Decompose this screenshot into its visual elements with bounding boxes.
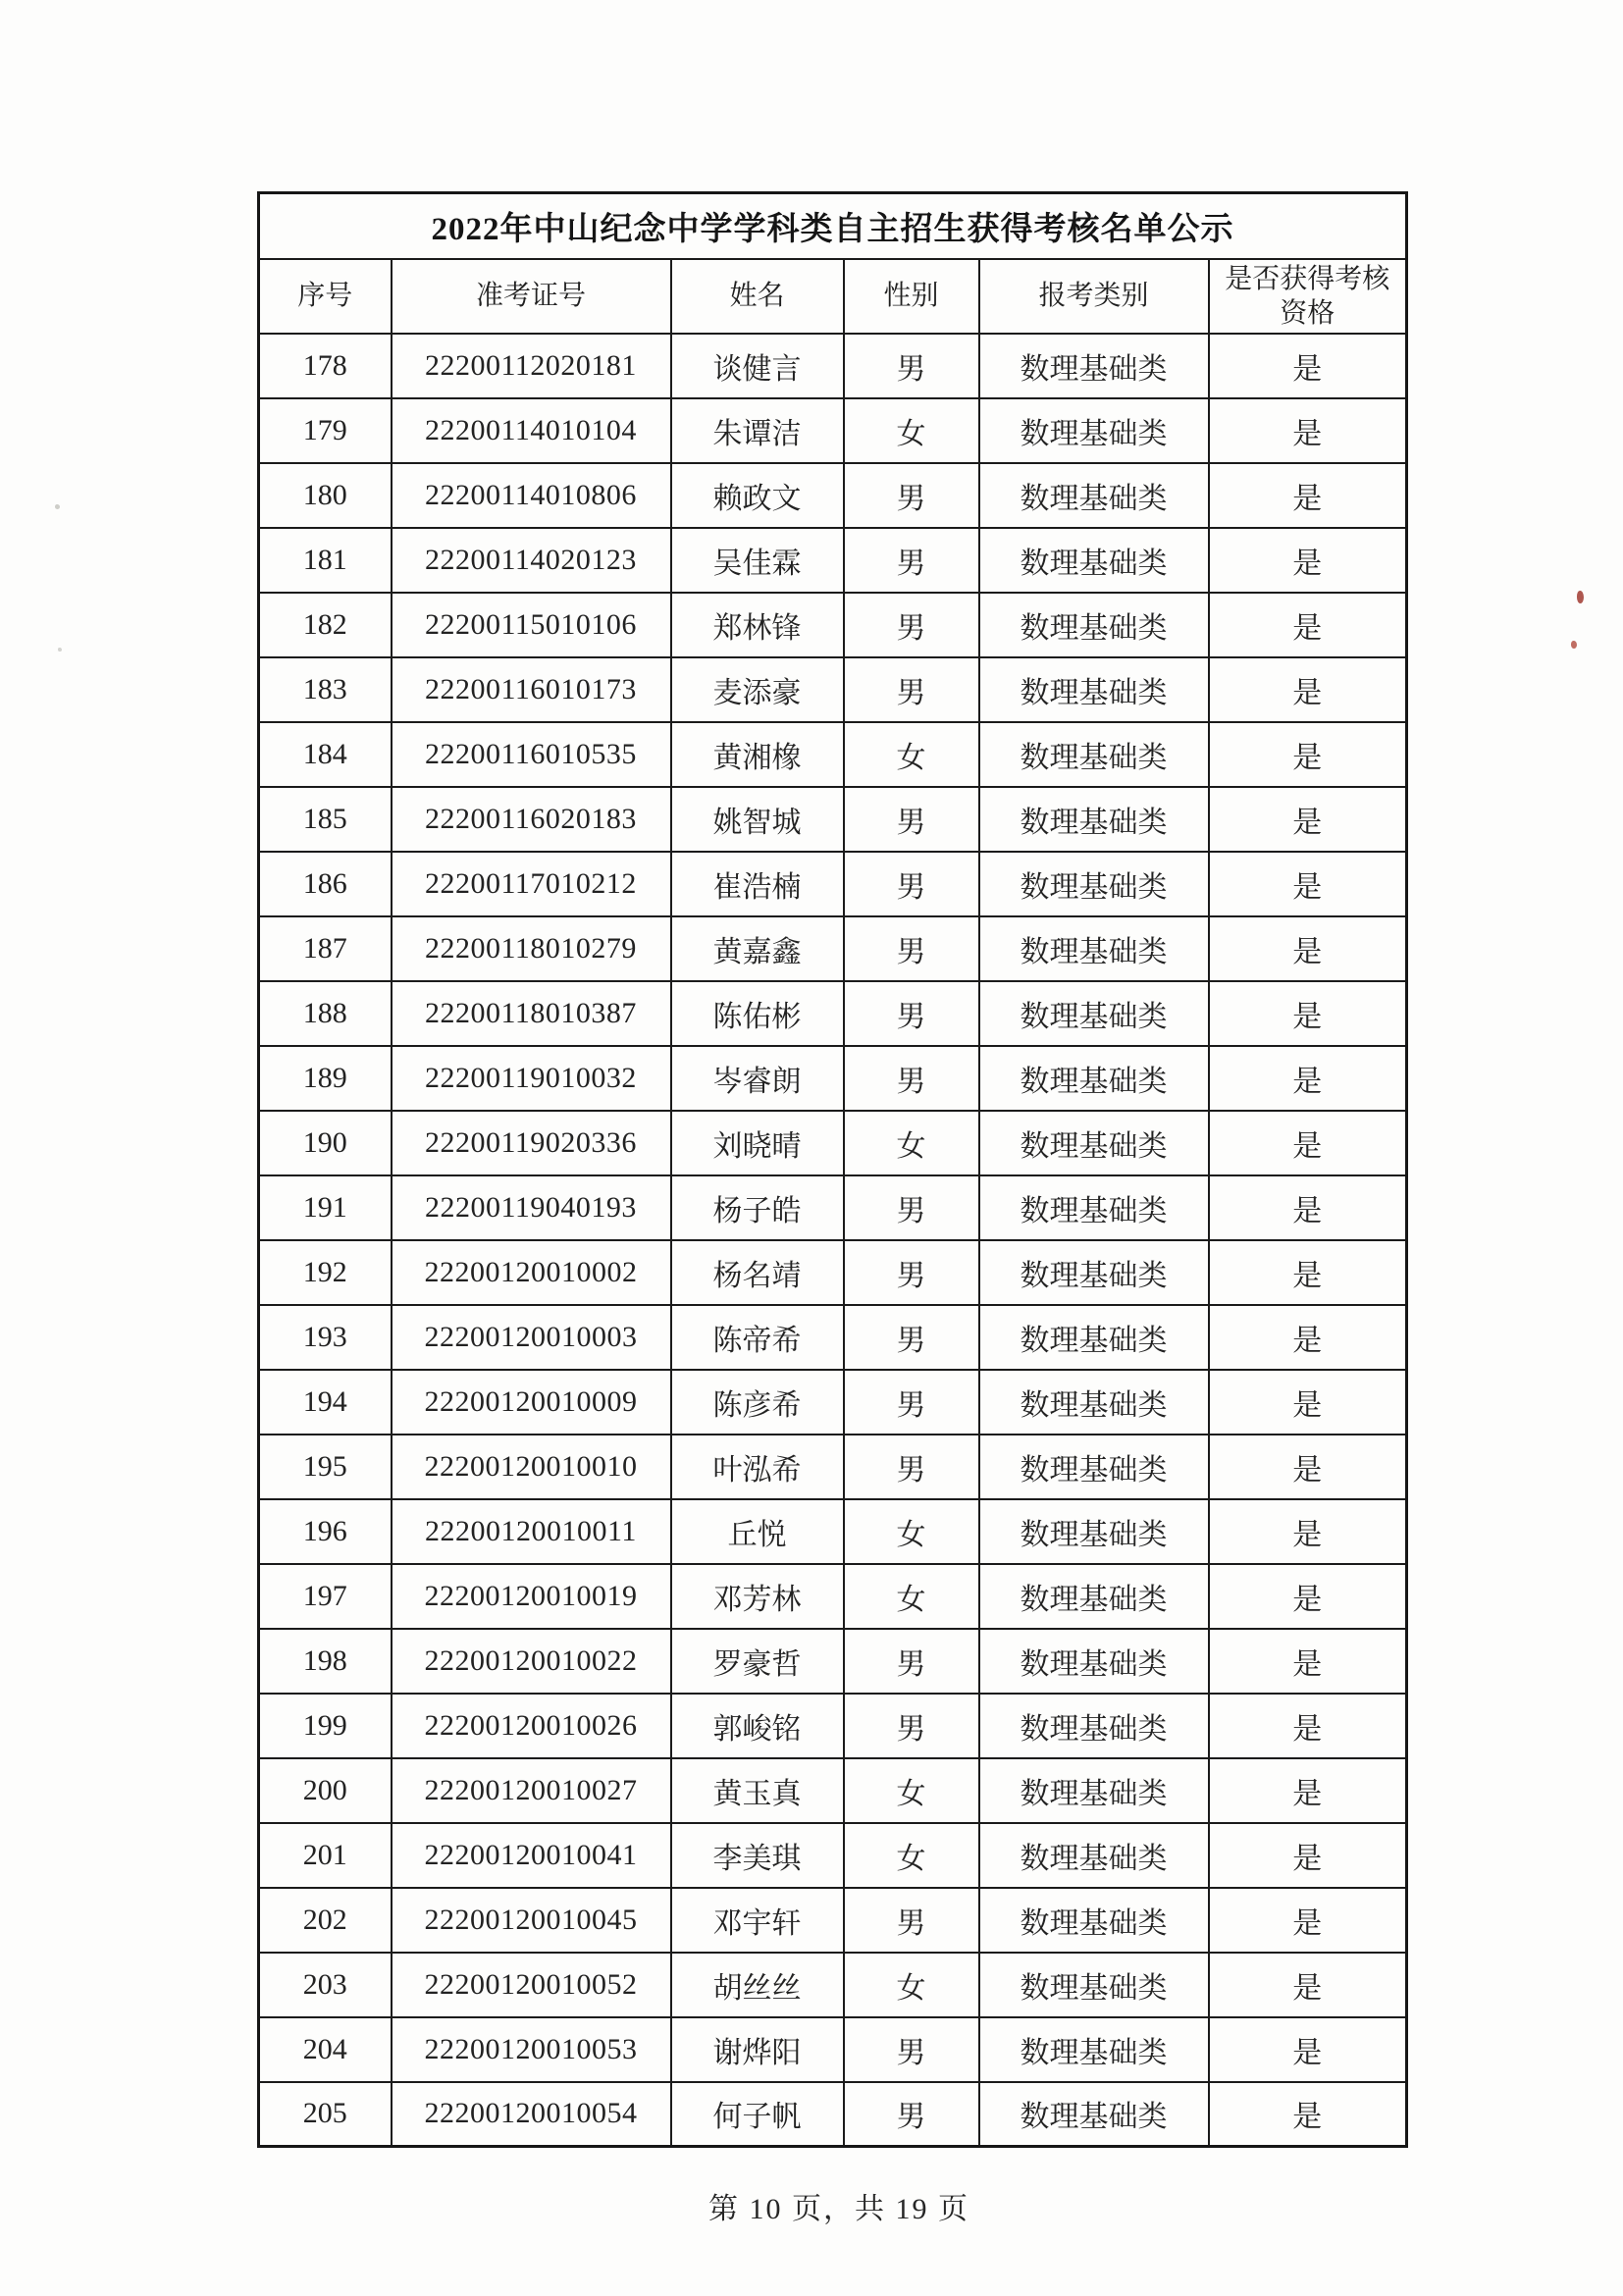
cell-qualified: 是 [1209,1240,1407,1305]
cell-category: 数理基础类 [979,722,1209,787]
cell-category: 数理基础类 [979,398,1209,463]
cell-category: 数理基础类 [979,334,1209,398]
table-row [259,1953,1407,2017]
cell-no: 200 [259,1758,392,1823]
cell-no: 186 [259,852,392,916]
cell-ticket: 22200116010173 [392,657,671,722]
cell-no: 193 [259,1305,392,1370]
table-row [259,722,1407,787]
cell-gender: 女 [844,1499,979,1564]
cell-qualified: 是 [1209,1305,1407,1370]
cell-category: 数理基础类 [979,1046,1209,1111]
col-header-ticket: 准考证号 [392,259,671,334]
cell-category: 数理基础类 [979,787,1209,852]
cell-no: 180 [259,463,392,528]
cell-ticket: 22200120010041 [392,1823,671,1888]
cell-qualified: 是 [1209,1046,1407,1111]
cell-qualified: 是 [1209,1694,1407,1758]
cell-gender: 男 [844,1175,979,1240]
table-row [259,852,1407,916]
cell-name: 姚智城 [671,787,844,852]
cell-gender: 男 [844,1305,979,1370]
cell-qualified: 是 [1209,722,1407,787]
cell-gender: 男 [844,2017,979,2082]
cell-qualified: 是 [1209,1758,1407,1823]
cell-gender: 男 [844,657,979,722]
cell-ticket: 22200120010003 [392,1305,671,1370]
cell-category: 数理基础类 [979,1435,1209,1499]
cell-qualified: 是 [1209,398,1407,463]
table-row [259,1370,1407,1435]
cell-no: 191 [259,1175,392,1240]
cell-gender: 男 [844,852,979,916]
cell-category: 数理基础类 [979,2082,1209,2147]
cell-gender: 女 [844,1953,979,2017]
cell-category: 数理基础类 [979,463,1209,528]
cell-name: 赖政文 [671,463,844,528]
scan-speck [58,648,62,652]
cell-category: 数理基础类 [979,981,1209,1046]
cell-qualified: 是 [1209,787,1407,852]
cell-no: 185 [259,787,392,852]
cell-qualified: 是 [1209,1953,1407,2017]
cell-qualified: 是 [1209,1564,1407,1629]
cell-qualified: 是 [1209,657,1407,722]
cell-no: 197 [259,1564,392,1629]
cell-category: 数理基础类 [979,1823,1209,1888]
table-row [259,1694,1407,1758]
cell-name: 邓宇轩 [671,1888,844,1953]
cell-ticket: 22200120010002 [392,1240,671,1305]
cell-category: 数理基础类 [979,1175,1209,1240]
cell-qualified: 是 [1209,334,1407,398]
table-row [259,1046,1407,1111]
cell-name: 丘悦 [671,1499,844,1564]
cell-qualified: 是 [1209,2082,1407,2147]
cell-qualified: 是 [1209,593,1407,657]
cell-no: 196 [259,1499,392,1564]
table-row [259,981,1407,1046]
cell-name: 刘晓晴 [671,1111,844,1175]
cell-no: 195 [259,1435,392,1499]
cell-category: 数理基础类 [979,1888,1209,1953]
table-row [259,1629,1407,1694]
cell-category: 数理基础类 [979,657,1209,722]
cell-category: 数理基础类 [979,916,1209,981]
cell-ticket: 22200114010806 [392,463,671,528]
col-header-serial: 序号 [259,259,392,334]
cell-qualified: 是 [1209,1499,1407,1564]
table-row [259,1823,1407,1888]
cell-category: 数理基础类 [979,1499,1209,1564]
cell-category: 数理基础类 [979,1953,1209,2017]
cell-name: 邓芳林 [671,1564,844,1629]
table-row [259,916,1407,981]
cell-ticket: 22200120010054 [392,2082,671,2147]
cell-ticket: 22200114010104 [392,398,671,463]
cell-no: 188 [259,981,392,1046]
cell-gender: 男 [844,916,979,981]
cell-qualified: 是 [1209,463,1407,528]
cell-no: 189 [259,1046,392,1111]
cell-category: 数理基础类 [979,1111,1209,1175]
col-header-qualified: 是否获得考核资格 [1209,259,1407,334]
cell-category: 数理基础类 [979,528,1209,593]
cell-ticket: 22200116010535 [392,722,671,787]
col-header-name: 姓名 [671,259,844,334]
cell-qualified: 是 [1209,1111,1407,1175]
cell-gender: 男 [844,1694,979,1758]
table-row [259,1111,1407,1175]
cell-ticket: 22200118010279 [392,916,671,981]
cell-gender: 男 [844,2082,979,2147]
cell-no: 183 [259,657,392,722]
table-row [259,657,1407,722]
cell-ticket: 22200120010027 [392,1758,671,1823]
table-row [259,1888,1407,1953]
cell-ticket: 22200120010009 [392,1370,671,1435]
table-row [259,1240,1407,1305]
cell-category: 数理基础类 [979,1629,1209,1694]
cell-gender: 男 [844,1240,979,1305]
cell-gender: 男 [844,334,979,398]
cell-qualified: 是 [1209,852,1407,916]
cell-name: 黄嘉鑫 [671,916,844,981]
cell-name: 朱谭洁 [671,398,844,463]
cell-gender: 男 [844,593,979,657]
cell-gender: 男 [844,463,979,528]
cell-ticket: 22200116020183 [392,787,671,852]
cell-ticket: 22200120010026 [392,1694,671,1758]
cell-ticket: 22200118010387 [392,981,671,1046]
cell-category: 数理基础类 [979,2017,1209,2082]
cell-category: 数理基础类 [979,593,1209,657]
cell-no: 190 [259,1111,392,1175]
cell-name: 杨名靖 [671,1240,844,1305]
cell-name: 杨子皓 [671,1175,844,1240]
cell-ticket: 22200120010019 [392,1564,671,1629]
table-row [259,463,1407,528]
cell-name: 李美琪 [671,1823,844,1888]
cell-name: 罗豪哲 [671,1629,844,1694]
cell-name: 郑林锋 [671,593,844,657]
cell-gender: 女 [844,1823,979,1888]
cell-category: 数理基础类 [979,1240,1209,1305]
cell-name: 陈帝希 [671,1305,844,1370]
table-body [259,334,1407,2147]
cell-qualified: 是 [1209,981,1407,1046]
cell-category: 数理基础类 [979,1694,1209,1758]
scan-speck [1571,641,1577,649]
table-row [259,593,1407,657]
col-header-category: 报考类别 [979,259,1209,334]
cell-qualified: 是 [1209,1888,1407,1953]
table-row [259,1564,1407,1629]
cell-no: 179 [259,398,392,463]
page-number-footer: 第 10 页，共 19 页 [708,2193,969,2225]
cell-name: 何子帆 [671,2082,844,2147]
admission-roster-table [257,191,1408,2148]
cell-name: 崔浩楠 [671,852,844,916]
table-row [259,2082,1407,2147]
table-row [259,1175,1407,1240]
cell-name: 岑睿朗 [671,1046,844,1111]
table-row [259,1435,1407,1499]
cell-ticket: 22200114020123 [392,528,671,593]
cell-qualified: 是 [1209,1175,1407,1240]
cell-no: 178 [259,334,392,398]
cell-category: 数理基础类 [979,1305,1209,1370]
cell-ticket: 22200120010010 [392,1435,671,1499]
cell-name: 郭峻铭 [671,1694,844,1758]
table-row [259,1305,1407,1370]
cell-ticket: 22200120010053 [392,2017,671,2082]
cell-ticket: 22200117010212 [392,852,671,916]
cell-gender: 男 [844,1370,979,1435]
col-header-gender: 性别 [844,259,979,334]
cell-gender: 男 [844,787,979,852]
cell-gender: 女 [844,1564,979,1629]
cell-no: 205 [259,2082,392,2147]
cell-no: 182 [259,593,392,657]
cell-ticket: 22200120010011 [392,1499,671,1564]
cell-name: 黄玉真 [671,1758,844,1823]
cell-name: 陈彦希 [671,1370,844,1435]
cell-ticket: 22200120010022 [392,1629,671,1694]
document-title: 2022年中山纪念中学学科类自主招生获得考核名单公示 [259,193,1407,259]
cell-no: 202 [259,1888,392,1953]
cell-gender: 女 [844,1758,979,1823]
cell-no: 201 [259,1823,392,1888]
cell-gender: 男 [844,528,979,593]
table-row [259,1499,1407,1564]
cell-name: 黄湘橡 [671,722,844,787]
cell-name: 胡丝丝 [671,1953,844,2017]
cell-name: 叶泓希 [671,1435,844,1499]
cell-ticket: 22200119010032 [392,1046,671,1111]
cell-gender: 女 [844,1111,979,1175]
cell-gender: 男 [844,1046,979,1111]
cell-ticket: 22200119040193 [392,1175,671,1240]
cell-qualified: 是 [1209,1823,1407,1888]
cell-qualified: 是 [1209,916,1407,981]
cell-qualified: 是 [1209,528,1407,593]
cell-ticket: 22200119020336 [392,1111,671,1175]
cell-qualified: 是 [1209,2017,1407,2082]
cell-gender: 男 [844,1888,979,1953]
cell-name: 谢烨阳 [671,2017,844,2082]
scan-speck [55,504,60,509]
cell-no: 204 [259,2017,392,2082]
table-row [259,334,1407,398]
cell-no: 187 [259,916,392,981]
cell-no: 194 [259,1370,392,1435]
cell-ticket: 22200115010106 [392,593,671,657]
table-row [259,398,1407,463]
cell-gender: 女 [844,398,979,463]
cell-category: 数理基础类 [979,1758,1209,1823]
cell-name: 陈佑彬 [671,981,844,1046]
table-row [259,787,1407,852]
cell-ticket: 22200120010052 [392,1953,671,2017]
cell-no: 198 [259,1629,392,1694]
title-row [259,193,1407,259]
cell-no: 199 [259,1694,392,1758]
cell-no: 203 [259,1953,392,2017]
cell-gender: 女 [844,722,979,787]
cell-category: 数理基础类 [979,852,1209,916]
cell-gender: 男 [844,1629,979,1694]
cell-no: 181 [259,528,392,593]
cell-category: 数理基础类 [979,1564,1209,1629]
cell-name: 谈健言 [671,334,844,398]
scan-speck [1577,591,1584,603]
table-row [259,1758,1407,1823]
cell-qualified: 是 [1209,1435,1407,1499]
table-row [259,528,1407,593]
cell-qualified: 是 [1209,1370,1407,1435]
cell-no: 184 [259,722,392,787]
cell-category: 数理基础类 [979,1370,1209,1435]
cell-ticket: 22200112020181 [392,334,671,398]
column-header-row [259,259,1407,334]
cell-no: 192 [259,1240,392,1305]
cell-ticket: 22200120010045 [392,1888,671,1953]
cell-gender: 男 [844,981,979,1046]
cell-qualified: 是 [1209,1629,1407,1694]
cell-gender: 男 [844,1435,979,1499]
cell-name: 麦添豪 [671,657,844,722]
cell-name: 吴佳霖 [671,528,844,593]
table-row [259,2017,1407,2082]
